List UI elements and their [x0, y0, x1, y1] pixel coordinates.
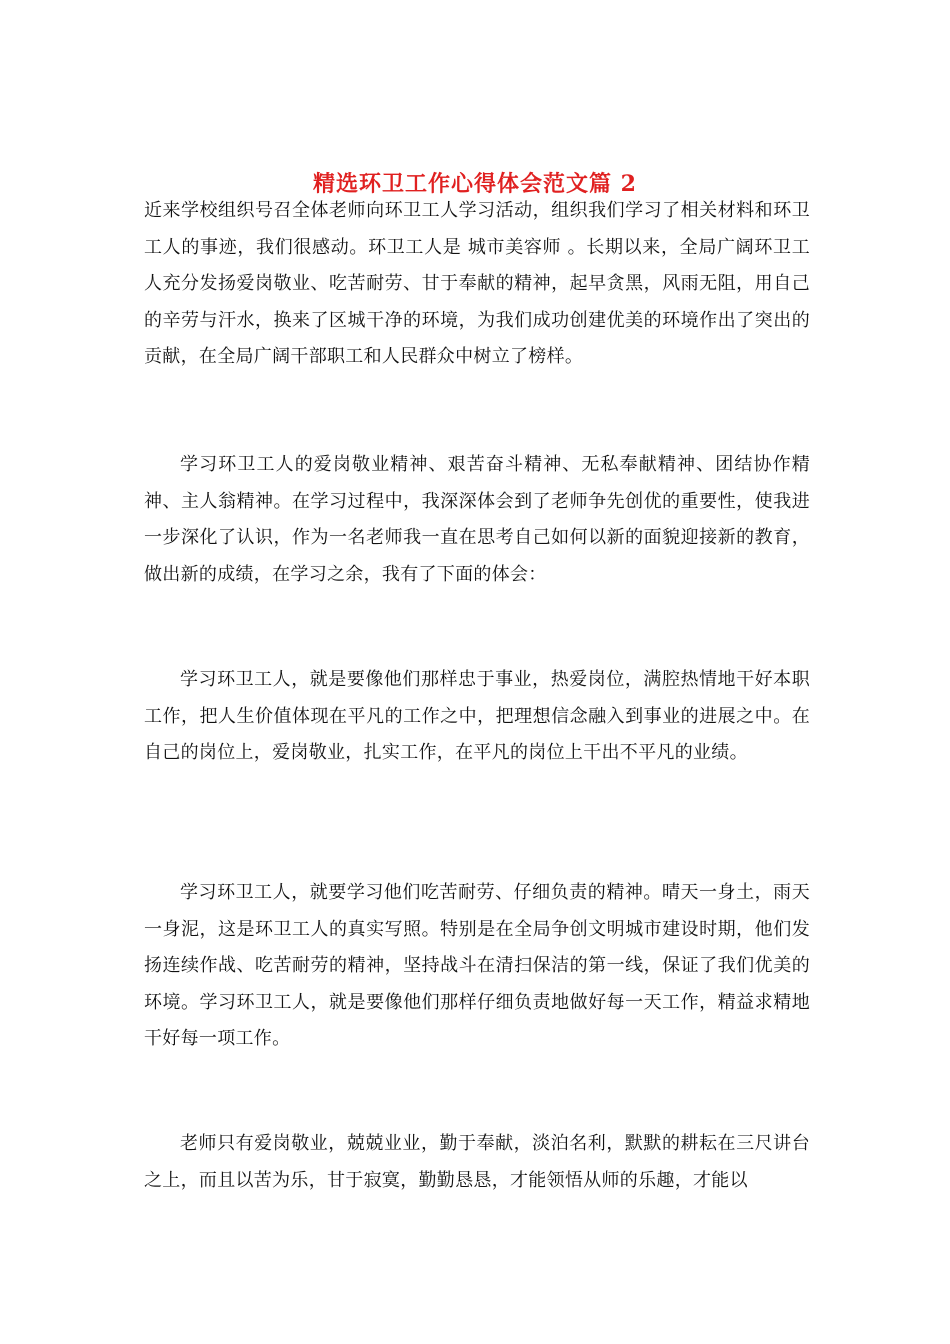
paragraph-teacher: 老师只有爱岗敬业，兢兢业业，勤于奉献，淡泊名利，默默的耕耘在三尺讲台之上，而且以苦为乐，甘于寂寞，勤勤恳恳，才能领悟从师的乐趣，才能以: [144, 1133, 810, 1191]
paragraph-hardwork: 学习环卫工人，就要学习他们吃苦耐劳、仔细负责的精神。晴天一身土，雨天一身泥，这是环卫工人的真实写照。特别是在全局争创文明城市建设时期，他们发扬连续作战、吃苦耐劳的精神，坚持战斗在清扫保洁的第一线，保证了我们优美的环境。学习环卫工人，就是要像他们那样仔细负责地做好每一天工作，精益求精地干好每一项工作。: [144, 882, 810, 1049]
document-title: 精选环卫工作心得体会范文篇 2: [313, 170, 637, 197]
paragraph-intro: 近来学校组织号召全体老师向环卫工人学习活动，组织我们学习了相关材料和环卫工人的事迹，我们很感动。环卫工人是 城市美容师 。长期以来，全局广阔环卫工人充分发扬爱岗敬业、吃苦耐劳、甘于奉献的精神，起早贪黑，风雨无阻，用自己的辛劳与汗水，换来了区城干净的环境，为我们成功创建优美的环境作出了突出的贡献，在全局广阔干部职工和人民群众中树立了榜样。: [144, 200, 810, 367]
paragraph-spirit: 学习环卫工人的爱岗敬业精神、艰苦奋斗精神、无私奉献精神、团结协作精神、主人翁精神。在学习过程中，我深深体会到了老师争先创优的重要性，使我进一步深化了认识，作为一名老师我一直在思考自己如何以新的面貌迎接新的教育，做出新的成绩，在学习之余，我有了下面的体会：: [144, 454, 810, 585]
paragraph-dedication: 学习环卫工人，就是要像他们那样忠于事业，热爱岗位，满腔热情地干好本职工作，把人生价值体现在平凡的工作之中，把理想信念融入到事业的进展之中。在自己的岗位上，爱岗敬业，扎实工作，在平凡的岗位上干出不平凡的业绩。: [144, 669, 810, 763]
